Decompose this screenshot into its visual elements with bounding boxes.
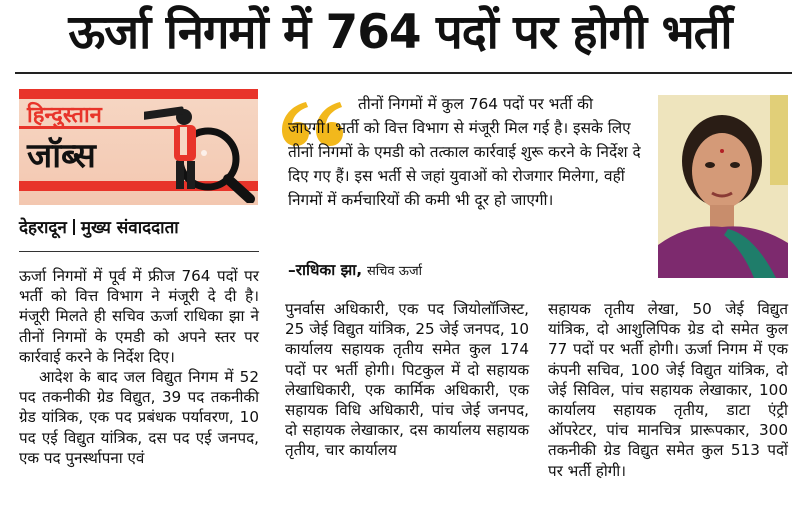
byline-rule — [19, 251, 259, 252]
article-column-2 — [285, 299, 529, 461]
logo-brand-line1: हिन्दुस्तान — [27, 102, 102, 128]
telescope-man-icon — [144, 95, 256, 203]
quote-attribution — [288, 259, 422, 280]
hindustan-jobs-logo — [19, 89, 258, 205]
column1-paragraph-1: ऊर्जा निगमों में पूर्व में फ्रीज 764 पदों पर भर्ती को वित्त विभाग ने मंजूरी दे दी है। मंजूरी मिलते ही सचिव ऊर्जा राधिका झा ने तीनों निगमों के एमडी को अपने स्तर पर कार्रवाई करने के निर्देश दिए। — [19, 267, 259, 366]
official-portrait-photo — [658, 95, 788, 278]
column3-paragraph: सहायक तृतीय लेखा, 50 जेई विद्युत यांत्रिक, दो आशुलिपिक ग्रेड दो समेत कुल 77 पदों पर भर्ती होगी। ऊर्जा निगम में एक कंपनी सचिव, 100 जेई विद्युत यांत्रिक, दो जेई सिविल, पांच सहायक लेखाकार, 100 कार्यालय सहायक तृतीय, डाटा एंट्री ऑपरेटर, पांच मानचित्र प्रारूपकार, 300 तकनीकी ग्रेड विद्युत समेत कुल 513 पदों पर भर्ती होगी। — [548, 300, 788, 480]
byline-separator — [73, 219, 75, 235]
column2-paragraph: पुनर्वास अधिकारी, एक पद जियोलॉजिस्ट, 25 जेई विद्युत यांत्रिक, 25 जेई जनपद, 10 कार्यालय सहायक तृतीय समेत कुल 174 पदों पर भर्ती होगी। पिटकुल में दो सहायक लेखाधिकारी, एक कार्मिक अधिकारी, एक सहायक विधि अधिकारी, पांच जेई जनपद, दो सहायक लेखाकार, दस कार्यालय सहायक तृतीय, चार कार्यालय — [285, 300, 529, 460]
attribution-name: –राधिका झा, — [288, 261, 363, 279]
pull-quote — [288, 92, 650, 212]
quote-text-1: तीनों निगमों में कुल 764 पदों पर भर्ती की — [358, 95, 593, 113]
logo-brand-line2: जॉब्स — [27, 136, 96, 176]
quote-text-2: जाएगी। भर्ती को वित्त विभाग से मंजूरी मिल गई है। इसके लिए तीनों निगमों के एमडी को तत्काल कार्रवाई शुरू करने के निर्देश दे दिए गए हैं। इस भर्ती से जहां युवाओं को रोजगार मिलेगा, वहीं निगमों में कर्मचारियों की कमी भी दूर हो जाएगी। — [288, 119, 641, 209]
byline — [19, 215, 179, 238]
column1-paragraph-2: आदेश के बाद जल विद्युत निगम में 52 पद तकनीकी ग्रेड विद्युत, 39 पद तकनीकी ग्रेड यांत्रिक, एक पद प्रबंधक पर्यावरण, 10 पद एई विद्युत यांत्रिक, दस पद एई जनपद, एक पद पुनर्स्थापना एवं — [19, 368, 259, 467]
byline-place: देहरादून — [19, 218, 67, 238]
attribution-role: सचिव ऊर्जा — [366, 264, 422, 279]
portrait-image — [658, 95, 788, 278]
article-column-1 — [19, 266, 259, 468]
headline: ऊर्जा निगमों में 764 पदों पर होगी भर्ती — [68, 5, 732, 60]
article-column-3 — [548, 299, 788, 481]
byline-author: मुख्य संवाददाता — [80, 218, 179, 238]
headline-rule — [15, 72, 792, 74]
